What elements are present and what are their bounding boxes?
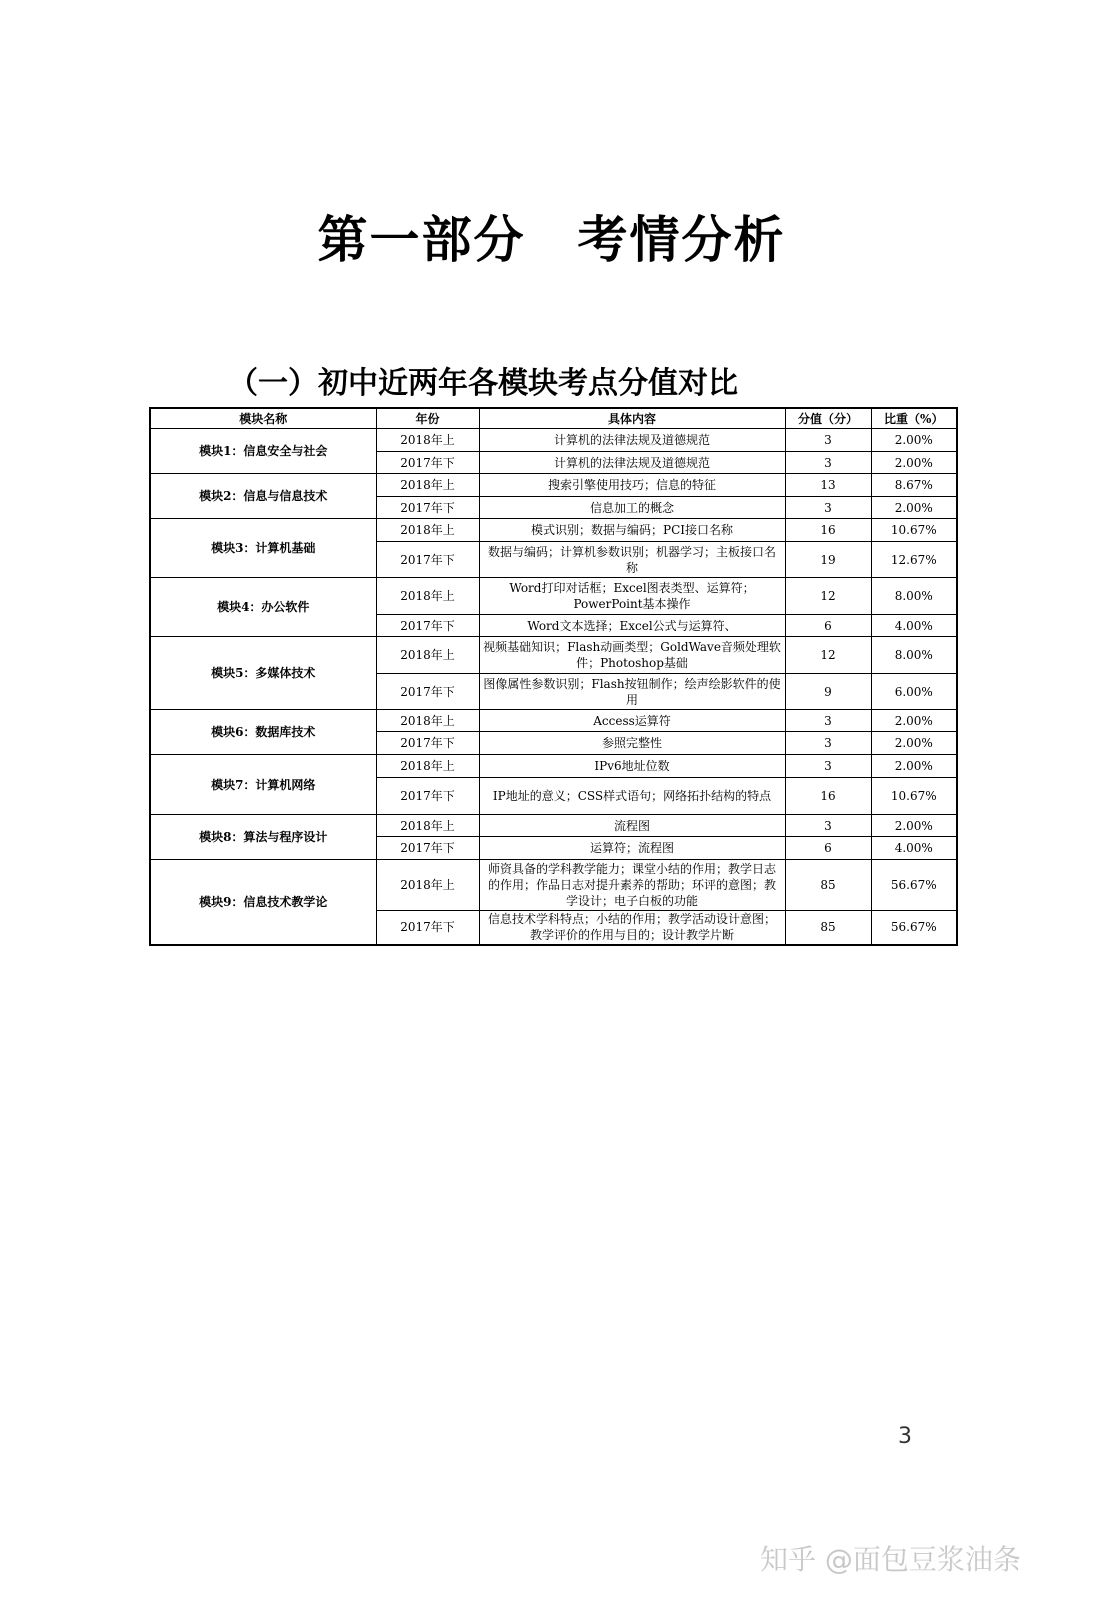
ratio-cell: 2.00% <box>871 815 957 837</box>
year-cell: 2018年上 <box>376 474 479 497</box>
content-cell: IP地址的意义；CSS样式语句；网络拓扑结构的特点 <box>479 778 785 815</box>
table-header-row <box>150 408 957 429</box>
content-cell: 图像属性参数识别；Flash按钮制作；绘声绘影软件的使用 <box>479 674 785 710</box>
score-cell: 13 <box>785 474 871 497</box>
page-title: 第一部分 考情分析 <box>317 211 786 269</box>
content-cell: Word打印对话框；Excel图表类型、运算符；PowerPoint基本操作 <box>479 578 785 615</box>
table-row <box>150 815 957 837</box>
content-cell: 计算机的法律法规及道德规范 <box>479 429 785 452</box>
table-row <box>150 860 957 911</box>
ratio-cell: 2.00% <box>871 710 957 732</box>
content-cell: 参照完整性 <box>479 732 785 755</box>
header-content: 具体内容 <box>479 408 785 429</box>
score-cell: 12 <box>785 578 871 615</box>
ratio-cell: 2.00% <box>871 732 957 755</box>
module-name-cell: 模块1：信息安全与社会 <box>150 429 376 474</box>
module-name-cell: 模块7：计算机网络 <box>150 755 376 815</box>
table-row <box>150 578 957 615</box>
module-name-cell: 模块5：多媒体技术 <box>150 637 376 710</box>
year-cell: 2017年下 <box>376 542 479 578</box>
ratio-cell: 2.00% <box>871 452 957 474</box>
score-cell: 19 <box>785 542 871 578</box>
ratio-cell: 4.00% <box>871 837 957 860</box>
content-cell: 搜索引擎使用技巧；信息的特征 <box>479 474 785 497</box>
year-cell: 2018年上 <box>376 429 479 452</box>
module-name-cell: 模块6：数据库技术 <box>150 710 376 755</box>
ratio-cell: 4.00% <box>871 615 957 637</box>
ratio-cell: 8.00% <box>871 637 957 674</box>
year-cell: 2018年上 <box>376 578 479 615</box>
year-cell: 2017年下 <box>376 674 479 710</box>
year-cell: 2017年下 <box>376 452 479 474</box>
content-cell: 模式识别；数据与编码；PCI接口名称 <box>479 519 785 542</box>
header-score: 分值（分） <box>785 408 871 429</box>
table-row <box>150 710 957 732</box>
table-row <box>150 755 957 778</box>
ratio-cell: 2.00% <box>871 497 957 519</box>
content-cell: Word文本选择；Excel公式与运算符、 <box>479 615 785 637</box>
table-row <box>150 429 957 452</box>
content-cell: 数据与编码；计算机参数识别；机器学习；主板接口名称 <box>479 542 785 578</box>
module-name-cell: 模块3：计算机基础 <box>150 519 376 578</box>
table-row <box>150 637 957 674</box>
ratio-cell: 56.67% <box>871 911 957 945</box>
header-year: 年份 <box>376 408 479 429</box>
ratio-cell: 6.00% <box>871 674 957 710</box>
content-cell: 运算符；流程图 <box>479 837 785 860</box>
header-ratio: 比重（%） <box>871 408 957 429</box>
year-cell: 2017年下 <box>376 732 479 755</box>
ratio-cell: 8.67% <box>871 474 957 497</box>
score-cell: 3 <box>785 815 871 837</box>
page-number: 3 <box>898 1424 912 1449</box>
module-name-cell: 模块8：算法与程序设计 <box>150 815 376 860</box>
year-cell: 2018年上 <box>376 815 479 837</box>
module-name-cell: 模块4：办公软件 <box>150 578 376 637</box>
ratio-cell: 2.00% <box>871 429 957 452</box>
score-cell: 3 <box>785 429 871 452</box>
ratio-cell: 12.67% <box>871 542 957 578</box>
score-cell: 3 <box>785 710 871 732</box>
ratio-cell: 10.67% <box>871 519 957 542</box>
score-cell: 6 <box>785 615 871 637</box>
year-cell: 2018年上 <box>376 519 479 542</box>
content-cell: 视频基础知识；Flash动画类型；GoldWave音频处理软件；Photoshop基础 <box>479 637 785 674</box>
content-cell: IPv6地址位数 <box>479 755 785 778</box>
year-cell: 2017年下 <box>376 615 479 637</box>
content-cell: 计算机的法律法规及道德规范 <box>479 452 785 474</box>
score-cell: 3 <box>785 755 871 778</box>
score-comparison-table <box>149 407 958 946</box>
score-cell: 85 <box>785 911 871 945</box>
year-cell: 2018年上 <box>376 710 479 732</box>
content-cell: 流程图 <box>479 815 785 837</box>
score-cell: 16 <box>785 519 871 542</box>
score-cell: 16 <box>785 778 871 815</box>
section-title: （一）初中近两年各模块考点分值对比 <box>228 366 738 401</box>
table-body <box>150 429 957 945</box>
year-cell: 2017年下 <box>376 778 479 815</box>
score-cell: 85 <box>785 860 871 911</box>
module-name-cell: 模块9：信息技术教学论 <box>150 860 376 945</box>
score-cell: 3 <box>785 452 871 474</box>
table-row <box>150 474 957 497</box>
year-cell: 2018年上 <box>376 860 479 911</box>
ratio-cell: 56.67% <box>871 860 957 911</box>
score-cell: 3 <box>785 497 871 519</box>
year-cell: 2018年上 <box>376 755 479 778</box>
year-cell: 2018年上 <box>376 637 479 674</box>
score-cell: 9 <box>785 674 871 710</box>
ratio-cell: 2.00% <box>871 755 957 778</box>
content-cell: 信息技术学科特点；小结的作用；教学活动设计意图；教学评价的作用与目的；设计教学片断 <box>479 911 785 945</box>
table-row <box>150 519 957 542</box>
score-cell: 3 <box>785 732 871 755</box>
header-module: 模块名称 <box>150 408 376 429</box>
score-cell: 6 <box>785 837 871 860</box>
content-cell: 信息加工的概念 <box>479 497 785 519</box>
ratio-cell: 10.67% <box>871 778 957 815</box>
module-name-cell: 模块2：信息与信息技术 <box>150 474 376 519</box>
score-cell: 12 <box>785 637 871 674</box>
watermark: 知乎 @面包豆浆油条 <box>760 1543 1021 1576</box>
ratio-cell: 8.00% <box>871 578 957 615</box>
content-cell: Access运算符 <box>479 710 785 732</box>
year-cell: 2017年下 <box>376 911 479 945</box>
content-cell: 师资具备的学科教学能力；课堂小结的作用；教学日志的作用；作品日志对提升素养的帮助；环评的意图；教学设计；电子白板的功能 <box>479 860 785 911</box>
year-cell: 2017年下 <box>376 497 479 519</box>
year-cell: 2017年下 <box>376 837 479 860</box>
